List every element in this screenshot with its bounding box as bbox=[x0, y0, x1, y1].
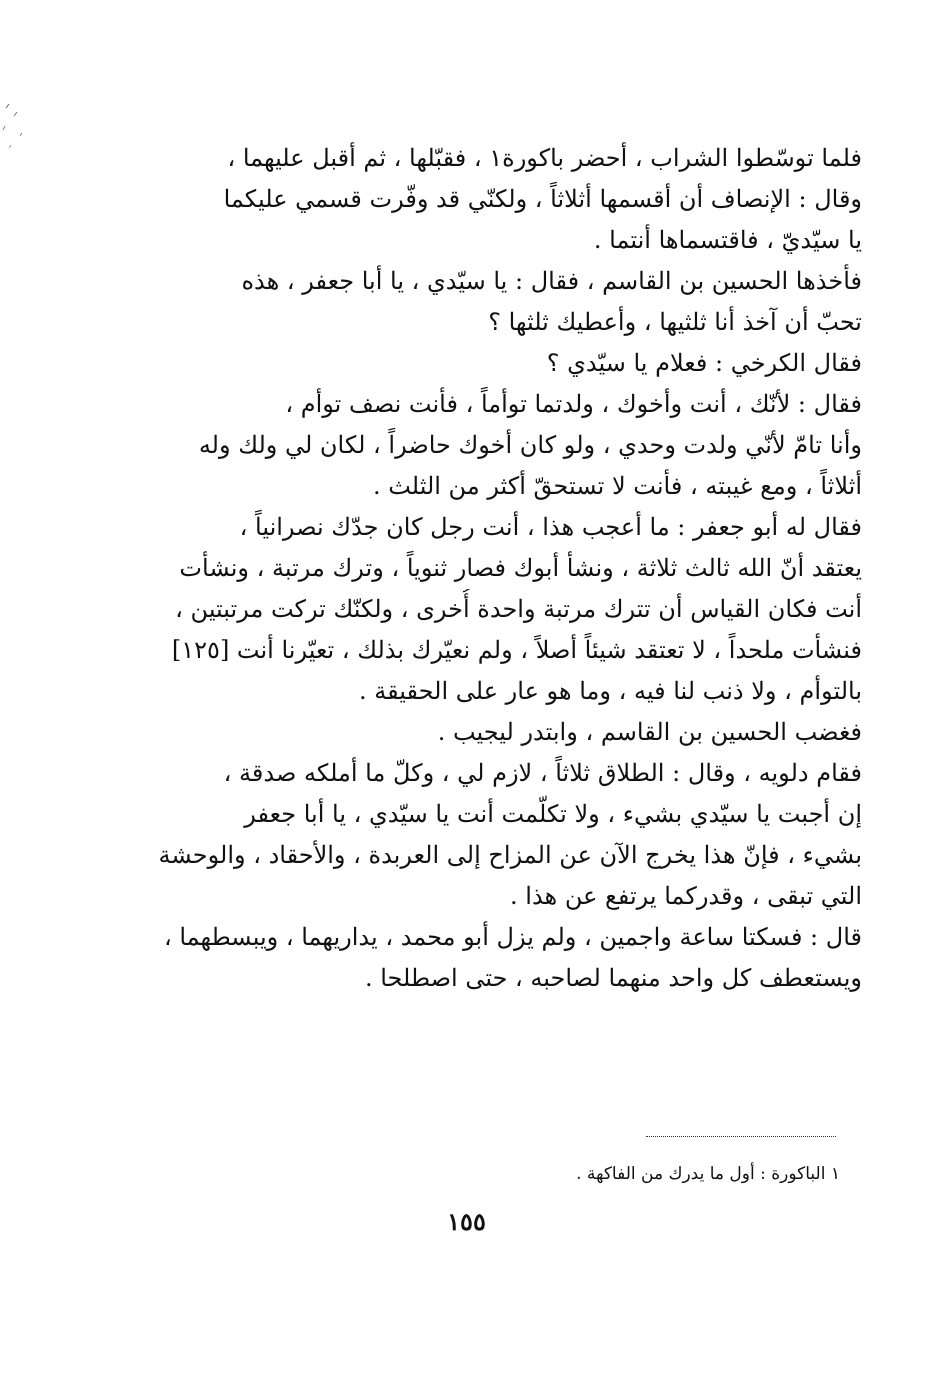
body-text bbox=[150, 138, 862, 999]
text-line: بالتوأم ، ولا ذنب لنا فيه ، وما هو عار على الحقيقة . bbox=[359, 677, 862, 705]
text-line: قال : فسكتا ساعة واجمين ، ولم يزل أبو محمد ، يداريهما ، ويبسطهما ، bbox=[163, 923, 862, 951]
text-line: بشيء ، فإنّ هذا يخرج الآن عن المزاح إلى العربدة ، والأحقاد ، والوحشة bbox=[158, 841, 862, 869]
text-line: ويستعطف كل واحد منهما لصاحبه ، حتى اصطلحا . bbox=[364, 964, 862, 992]
scan-specks bbox=[0, 90, 60, 170]
footnote-divider bbox=[646, 1136, 836, 1137]
text-line: تحبّ أن آخذ أنا ثلثيها ، وأعطيك ثلثها ؟ bbox=[488, 308, 862, 336]
text-line: فقال : لأنّك ، أنت وأخوك ، ولدتما توأماً ، فأنت نصف توأم ، bbox=[285, 390, 862, 418]
text-line: أنت فكان القياس أن تترك مرتبة واحدة أُخرى ، ولكنّك تركت مرتبتين ، bbox=[175, 595, 862, 623]
text-line: فقال الكرخي : فعلام يا سيّدي ؟ bbox=[546, 349, 862, 377]
text-line: أثلاثاً ، ومع غيبته ، فأنت لا تستحقّ أكثر من الثلث . bbox=[372, 472, 862, 500]
text-line: فلما توسّطوا الشراب ، أحضر باكورة١ ، فقبّلها ، ثم أقبل عليهما ، bbox=[227, 144, 862, 172]
text-line: يا سيّديّ ، فاقتسماها أنتما . bbox=[593, 226, 862, 254]
page-number: ١٥٥ bbox=[447, 1207, 486, 1236]
text-line: وأنا تامّ لأنّي ولدت وحدي ، ولو كان أخوك حاضراً ، لكان لي ولك وله bbox=[198, 431, 862, 459]
text-line: فأخذها الحسين بن القاسم ، فقال : يا سيّدي ، يا أبا جعفر ، هذه bbox=[241, 267, 862, 295]
text-line: فنشأت ملحداً ، لا تعتقد شيئاً أصلاً ، ولم نعيّرك بذلك ، تعيّرنا أنت [١٢٥] bbox=[171, 636, 862, 664]
text-line: وقال : الإنصاف أن أقسمها أثلاثاً ، ولكنّي قد وفّرت قسمي عليكما bbox=[223, 185, 862, 213]
text-line: إن أجبت يا سيّدي بشيء ، ولا تكلّمت أنت يا سيّدي ، يا أبا جعفر bbox=[244, 800, 862, 828]
text-line: فقام دلويه ، وقال : الطلاق ثلاثاً ، لازم لي ، وكلّ ما أملكه صدقة ، bbox=[223, 759, 862, 787]
footnote: ١ الباكورة : أول ما يدرك من الفاكهة . bbox=[576, 1164, 840, 1184]
text-line: فغضب الحسين بن القاسم ، وابتدر ليجيب . bbox=[437, 718, 862, 746]
text-line: فقال له أبو جعفر : ما أعجب هذا ، أنت رجل كان جدّك نصرانياً ، bbox=[239, 513, 862, 541]
text-line: التي تبقى ، وقدركما يرتفع عن هذا . bbox=[510, 882, 862, 910]
text-line: يعتقد أنّ الله ثالث ثلاثة ، ونشأ أبوك فصار ثنوياً ، وترك مرتبة ، ونشأت bbox=[179, 554, 862, 582]
